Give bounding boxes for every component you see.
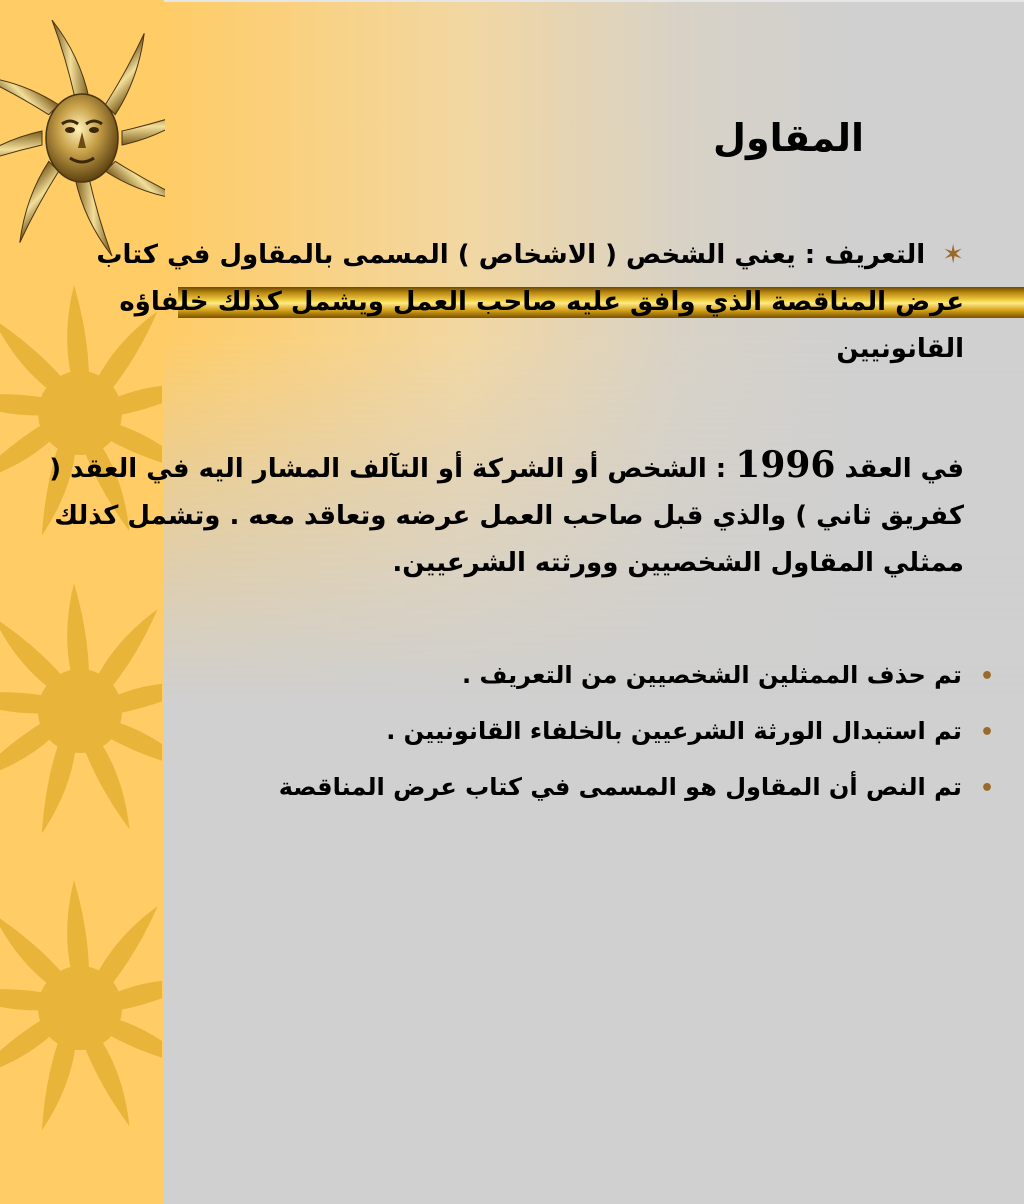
golden-sun-face-icon [0,10,165,270]
definition-label: التعريف [824,240,926,270]
six-point-star-icon: ✶ [942,240,964,270]
contract-prefix: في العقد [844,454,964,484]
slide-title: المقاول [713,116,864,160]
dot-icon: • [979,776,994,801]
list-item [94,760,994,816]
definition-paragraph [64,232,964,373]
contract-1996-paragraph [34,442,964,587]
list-item [94,648,994,704]
changes-list [94,648,994,816]
sun-pattern-icon [0,880,162,1135]
top-rule [164,0,1024,2]
dot-icon: • [979,720,994,745]
list-item-text: تم حذف الممثلين الشخصيين من التعريف . [462,661,962,689]
dot-icon: • [979,664,994,689]
contract-text: : الشخص أو الشركة أو التآلف المشار اليه في العقد ( كفريق ثاني ) والذي قبل صاحب العمل عرضه وتعاقد معه . وتشمل كذلك ممثلي المقاول الشخصيين وورثته الشرعيين. [49,454,964,578]
list-item-text: تم النص أن المقاول هو المسمى في كتاب عرض المناقصة [278,773,962,801]
list-item [94,704,994,760]
contract-year: 1996 [735,444,836,486]
list-item-text: تم استبدال الورثة الشرعيين بالخلفاء القانونيين . [386,717,962,745]
definition-text: : يعني الشخص ( الاشخاص ) المسمى بالمقاول في كتاب عرض المناقصة الذي وافق عليه صاحب العمل ويشمل كذلك خلفاؤه القانونيين [96,240,964,364]
gradient-band [164,0,1024,1204]
